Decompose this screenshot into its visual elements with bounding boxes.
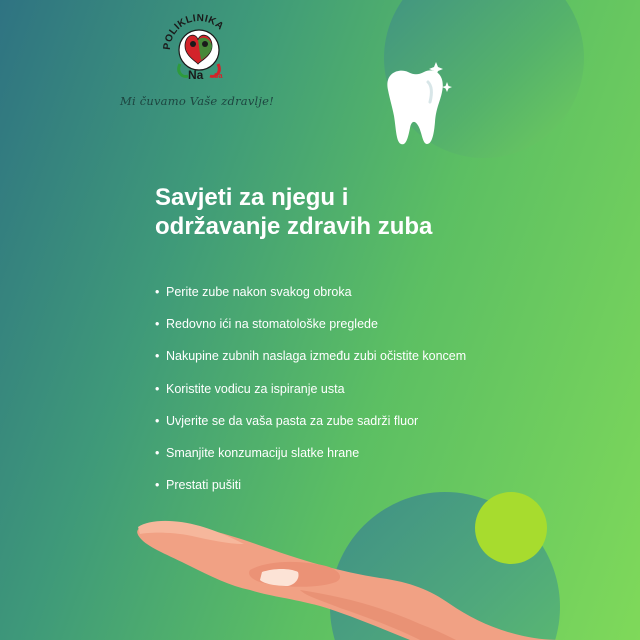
bullet-icon: • bbox=[155, 381, 160, 396]
tip-text: Koristite vodicu za ispiranje usta bbox=[166, 381, 345, 396]
tip-text: Perite zube nakon svakog obroka bbox=[166, 285, 352, 299]
tip-text: Redovno ići na stomatološke preglede bbox=[166, 317, 378, 332]
tip-text: Uvjerite se da vaša pasta za zube sadrži fluor bbox=[166, 413, 419, 428]
logo-arc-text: POLIKLINIKA bbox=[161, 12, 226, 51]
tip-text: Prestati pušiti bbox=[166, 478, 242, 493]
list-item bbox=[155, 412, 466, 444]
list-item bbox=[155, 444, 466, 476]
tips-list bbox=[155, 283, 466, 508]
slogan: Mi čuvamo Vaše zdravlje! bbox=[120, 94, 275, 108]
list-item bbox=[155, 347, 466, 379]
bullet-icon: • bbox=[155, 413, 160, 428]
logo-badge-text: Sa bbox=[214, 73, 223, 80]
bullet-icon: • bbox=[155, 317, 160, 332]
list-item bbox=[155, 283, 466, 315]
tip-text: Nakupine zubnih naslaga između zubi očistite koncem bbox=[166, 349, 467, 364]
bullet-icon: • bbox=[155, 285, 160, 299]
list-item bbox=[155, 315, 466, 347]
list-item bbox=[155, 380, 466, 412]
hand-icon bbox=[0, 500, 640, 640]
clinic-logo bbox=[158, 6, 240, 86]
page-title: Savjeti za njegu i održavanje zdravih zuba bbox=[155, 184, 433, 240]
bullet-icon: • bbox=[155, 478, 160, 493]
bullet-icon: • bbox=[155, 445, 160, 460]
tooth-icon bbox=[380, 62, 460, 152]
tip-text: Smanjite konzumaciju slatke hrane bbox=[166, 445, 360, 460]
bullet-icon: • bbox=[155, 349, 160, 364]
logo-sub-text: Na bbox=[188, 68, 204, 82]
